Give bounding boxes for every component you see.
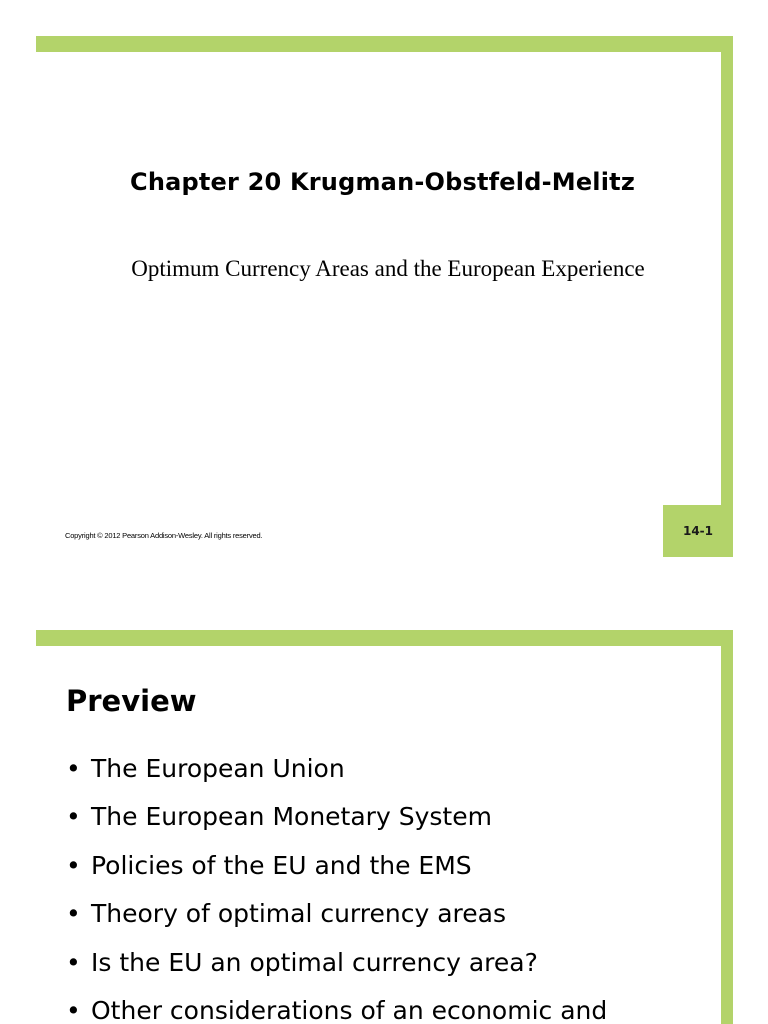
bullet-text: Theory of optimal currency areas [91,899,506,929]
slide-accent-bar-right [721,36,733,557]
bullet-item [66,851,607,899]
bullet-icon: • [66,995,81,1024]
chapter-subtitle: Optimum Currency Areas and the European Experience [131,256,645,281]
bullet-text: The European Union [91,754,345,783]
bullet-icon: • [66,802,81,832]
page-number-tab [663,505,733,557]
slide-accent-bar-top [36,630,733,646]
slide-accent-bar-right [721,630,733,1024]
preview-heading: Preview [66,684,197,718]
bullet-text: Policies of the EU and the EMS [91,850,472,880]
bullet-icon: • [66,899,81,929]
page-number: 14-1 [682,524,714,538]
preview-slide [0,610,768,1024]
bullet-icon: • [66,850,81,880]
bullet-text: Other considerations of an economic and [91,995,608,1024]
chapter-title: Chapter 20 Krugman-Obstfeld-Melitz [130,168,635,196]
bullet-text: The European Monetary System [91,802,492,832]
copyright-notice: Copyright © 2012 Pearson Addison-Wesley. All rights reserved. [65,531,263,540]
bullet-icon: • [66,947,81,977]
bullet-item [66,948,607,996]
bullet-item [66,899,607,947]
slide-accent-bar-top [36,36,733,52]
bullet-icon: • [66,754,81,783]
bullet-item [66,996,607,1024]
bullet-item [66,754,607,802]
bullet-item [66,802,607,850]
bullet-text: Is the EU an optimal currency area? [91,947,538,977]
preview-bullet-list [66,754,607,1024]
